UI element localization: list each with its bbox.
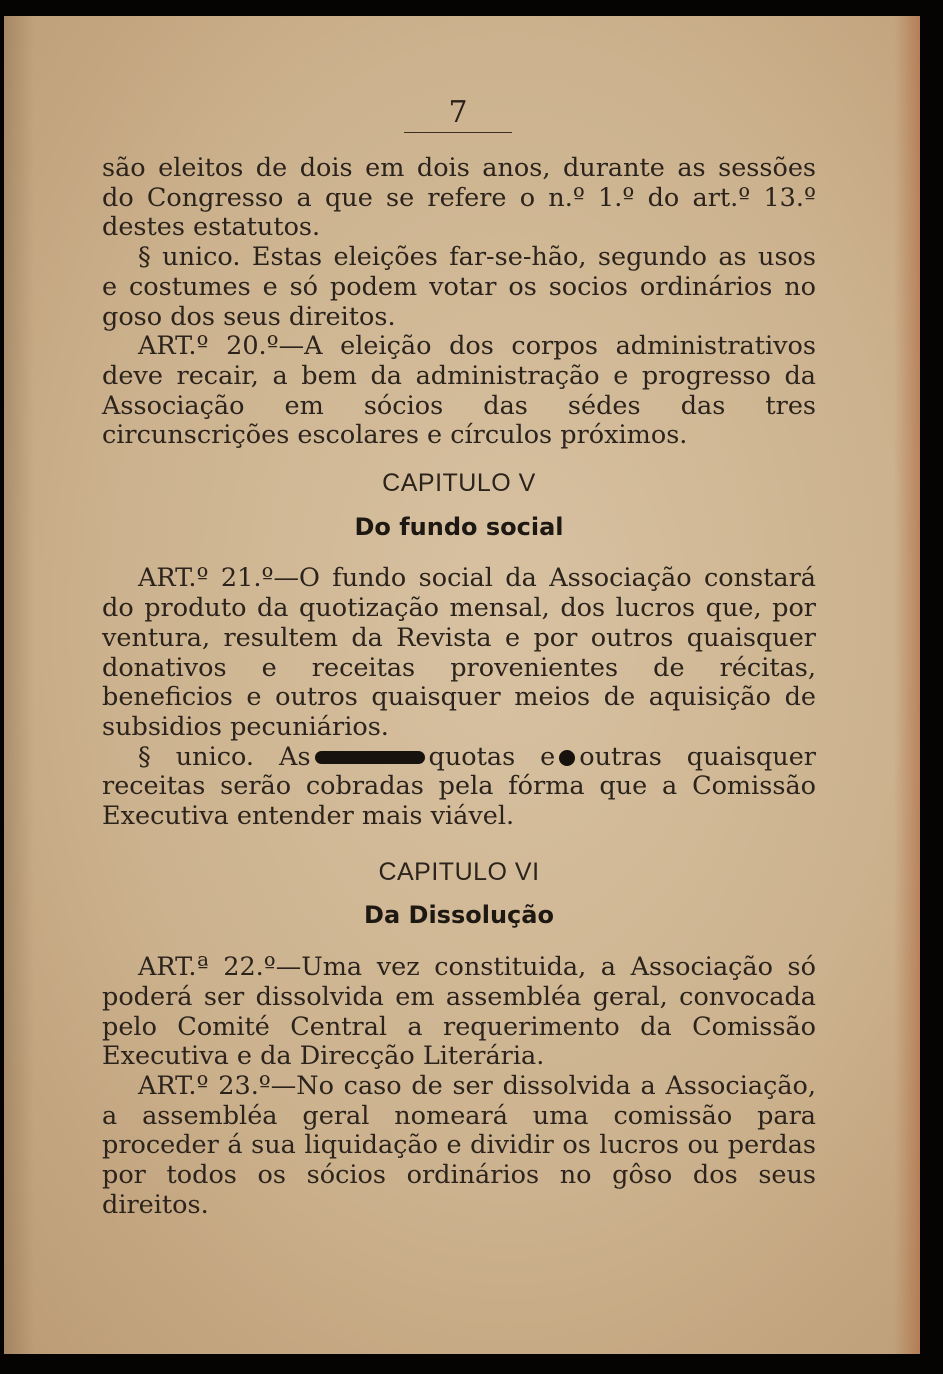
chapter-6-heading: CAPITULO VI	[378, 857, 540, 886]
article-23: ART.º 23.º—No caso de ser dissolvida a Associação, a assembléa geral nomeará uma comissão para proceder á sua liquidação e dividir os lucros ou perdas por todos os sócios ordinários no gôso dos seus direitos.	[102, 1070, 816, 1220]
page-body	[102, 154, 816, 1221]
chapter-5-heading: CAPITULO V	[382, 469, 536, 498]
ink-blot	[559, 750, 575, 766]
page-number: 7	[404, 94, 512, 133]
paragraph-unico-quotas	[102, 743, 816, 832]
article-20: ART.º 20.º—A eleição dos corpos administrativos deve recair, a bem da administração e progresso da Associação em sócios das sédes das tres circunscrições escolares e círculos próximos.	[102, 331, 816, 451]
chapter-5-subtitle: Do fundo social	[354, 512, 564, 541]
article-22: ART.ª 22.º—Uma vez constituida, a Associação só poderá ser dissolvida em assembléa geral, convocada pelo Comité Central a requerimento da Comissão Executiva e da Direcção Literária.	[102, 952, 816, 1072]
paragraph-continuation: são eleitos de dois em dois anos, durante as sessões do Congresso a que se refere o n.º 1.º do art.º 13.º destes estatutos.	[102, 153, 816, 243]
unico-quotas-start: § unico. As	[138, 741, 311, 772]
page-edge-shadow	[4, 16, 34, 1354]
article-21: ART.º 21.º—O fundo social da Associação constará do produto da quotização mensal, dos lucros que, por ventura, resultem da Revista e por outros quaisquer donativos e receitas provenientes de récitas, beneficios e outros quaisquer meios de aquisição de subsidios pecuniários.	[102, 563, 816, 742]
unico-quotas-end: outras quaisquer receitas serão cobradas pela fórma que a Comissão Executiva entender mais viável.	[102, 741, 816, 832]
chapter-6-subtitle: Da Dissolução	[364, 901, 554, 930]
unico-quotas-middle: quotas e	[428, 741, 556, 772]
ink-smudge	[315, 751, 425, 764]
paragraph-unico-eleicoes: § unico. Estas eleições far-se-hão, segundo as usos e costumes e só podem votar os socios ordinários no goso dos seus direitos.	[102, 242, 816, 332]
book-page	[4, 16, 920, 1354]
